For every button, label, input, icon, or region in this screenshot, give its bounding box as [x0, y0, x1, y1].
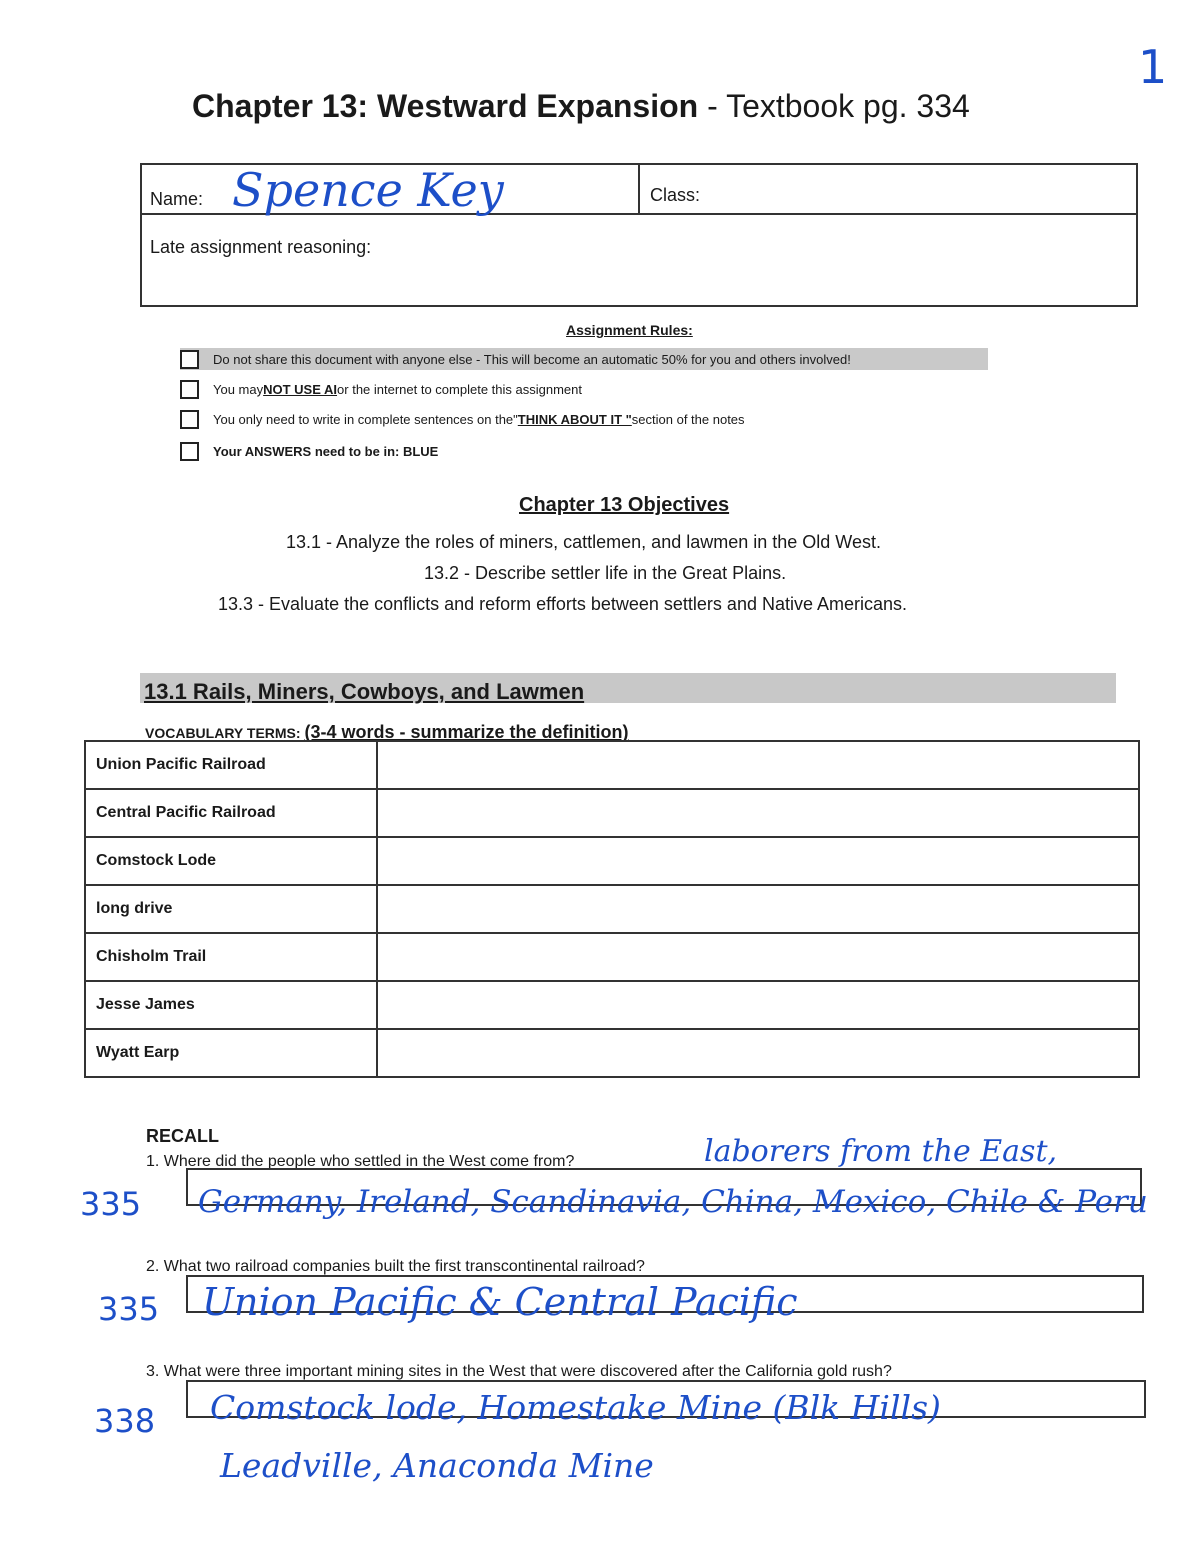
- rule-item: You may NOT USE AI or the internet to complete this assignment: [180, 378, 582, 400]
- title-textbook-page: - Textbook pg. 334: [698, 88, 970, 124]
- recall-heading: RECALL: [146, 1126, 219, 1146]
- vocab-definition-cell[interactable]: [377, 885, 1139, 933]
- vocab-term: long drive: [85, 885, 377, 933]
- vocab-definition-cell[interactable]: [377, 789, 1139, 837]
- table-row: [85, 837, 1139, 885]
- vocab-term: Union Pacific Railroad: [85, 741, 377, 789]
- name-label: Name:: [150, 189, 204, 209]
- recall-question-3: 3. What were three important mining sites in the West that were discovered after the California gold rush?: [146, 1363, 892, 1380]
- vocab-label: VOCABULARY TERMS: (3-4 words - summarize the definition): [145, 722, 629, 742]
- answer-3-line-1[interactable]: Comstock lode, Homestake Mine (Blk Hills): [210, 1388, 941, 1427]
- vocab-term: Chisholm Trail: [85, 933, 377, 981]
- rule-checkbox[interactable]: [180, 442, 199, 461]
- rule-checkbox[interactable]: [180, 410, 199, 429]
- page-title: [192, 88, 970, 125]
- page-number-handwritten: 1: [1138, 40, 1168, 94]
- answer-1-line-1[interactable]: laborers from the East,: [704, 1134, 1058, 1169]
- vocab-definition-cell[interactable]: [377, 981, 1139, 1029]
- table-row: [85, 789, 1139, 837]
- objective-item: 13.1 - Analyze the roles of miners, cattlemen, and lawmen in the Old West.: [286, 532, 881, 552]
- vocab-term: Wyatt Earp: [85, 1029, 377, 1077]
- vocab-definition-cell[interactable]: [377, 1029, 1139, 1077]
- table-row: [85, 885, 1139, 933]
- vocab-hint: (3-4 words - summarize the definition): [304, 722, 629, 742]
- rule-item: You only need to write in complete sentences on the" THINK ABOUT IT " section of the notes: [180, 408, 745, 430]
- page-ref-2: 335: [98, 1290, 160, 1328]
- table-row: [85, 1029, 1139, 1077]
- table-row: [85, 741, 1139, 789]
- vocab-definition-cell[interactable]: [377, 933, 1139, 981]
- rule-checkbox[interactable]: [180, 350, 199, 369]
- vocab-definition-cell[interactable]: [377, 837, 1139, 885]
- rule-checkbox[interactable]: [180, 380, 199, 399]
- page-ref-3: 338: [94, 1402, 156, 1440]
- objective-item: 13.3 - Evaluate the conflicts and reform efforts between settlers and Native Americans.: [218, 594, 908, 614]
- page-ref-1: 335: [80, 1185, 142, 1223]
- student-info-box: [140, 163, 1138, 307]
- vocab-table: [84, 740, 1140, 1078]
- vocab-term: Comstock Lode: [85, 837, 377, 885]
- objective-item: 13.2 - Describe settler life in the Great Plains.: [424, 563, 787, 583]
- objectives-heading: Chapter 13 Objectives: [519, 494, 730, 516]
- answer-1-line-2[interactable]: Germany, Ireland, Scandinavia, China, Mexico, Chile & Peru: [198, 1184, 1148, 1220]
- section-title: 13.1 Rails, Miners, Cowboys, and Lawmen: [144, 679, 585, 704]
- rule-item: Your ANSWERS need to be in: BLUE: [180, 440, 438, 462]
- late-reason-label: Late assignment reasoning:: [150, 237, 372, 257]
- vocab-term: Jesse James: [85, 981, 377, 1029]
- rule-item: Do not share this document with anyone else - This will become an automatic 50% for you and others involved!: [180, 348, 988, 370]
- recall-question-1: 1. Where did the people who settled in the West come from?: [146, 1153, 575, 1170]
- title-chapter: Chapter 13: Westward Expansion: [192, 88, 699, 124]
- section-title-bar: [140, 673, 1116, 703]
- table-row: [85, 981, 1139, 1029]
- vocab-term: Central Pacific Railroad: [85, 789, 377, 837]
- table-row: [85, 933, 1139, 981]
- name-value[interactable]: Spence Key: [232, 163, 504, 217]
- answer-3-line-2[interactable]: Leadville, Anaconda Mine: [220, 1446, 654, 1485]
- vocab-definition-cell[interactable]: [377, 741, 1139, 789]
- answer-2[interactable]: Union Pacific & Central Pacific: [202, 1280, 798, 1324]
- rules-heading: Assignment Rules:: [566, 322, 693, 338]
- class-label: Class:: [650, 185, 701, 205]
- recall-question-2: 2. What two railroad companies built the first transcontinental railroad?: [146, 1258, 645, 1275]
